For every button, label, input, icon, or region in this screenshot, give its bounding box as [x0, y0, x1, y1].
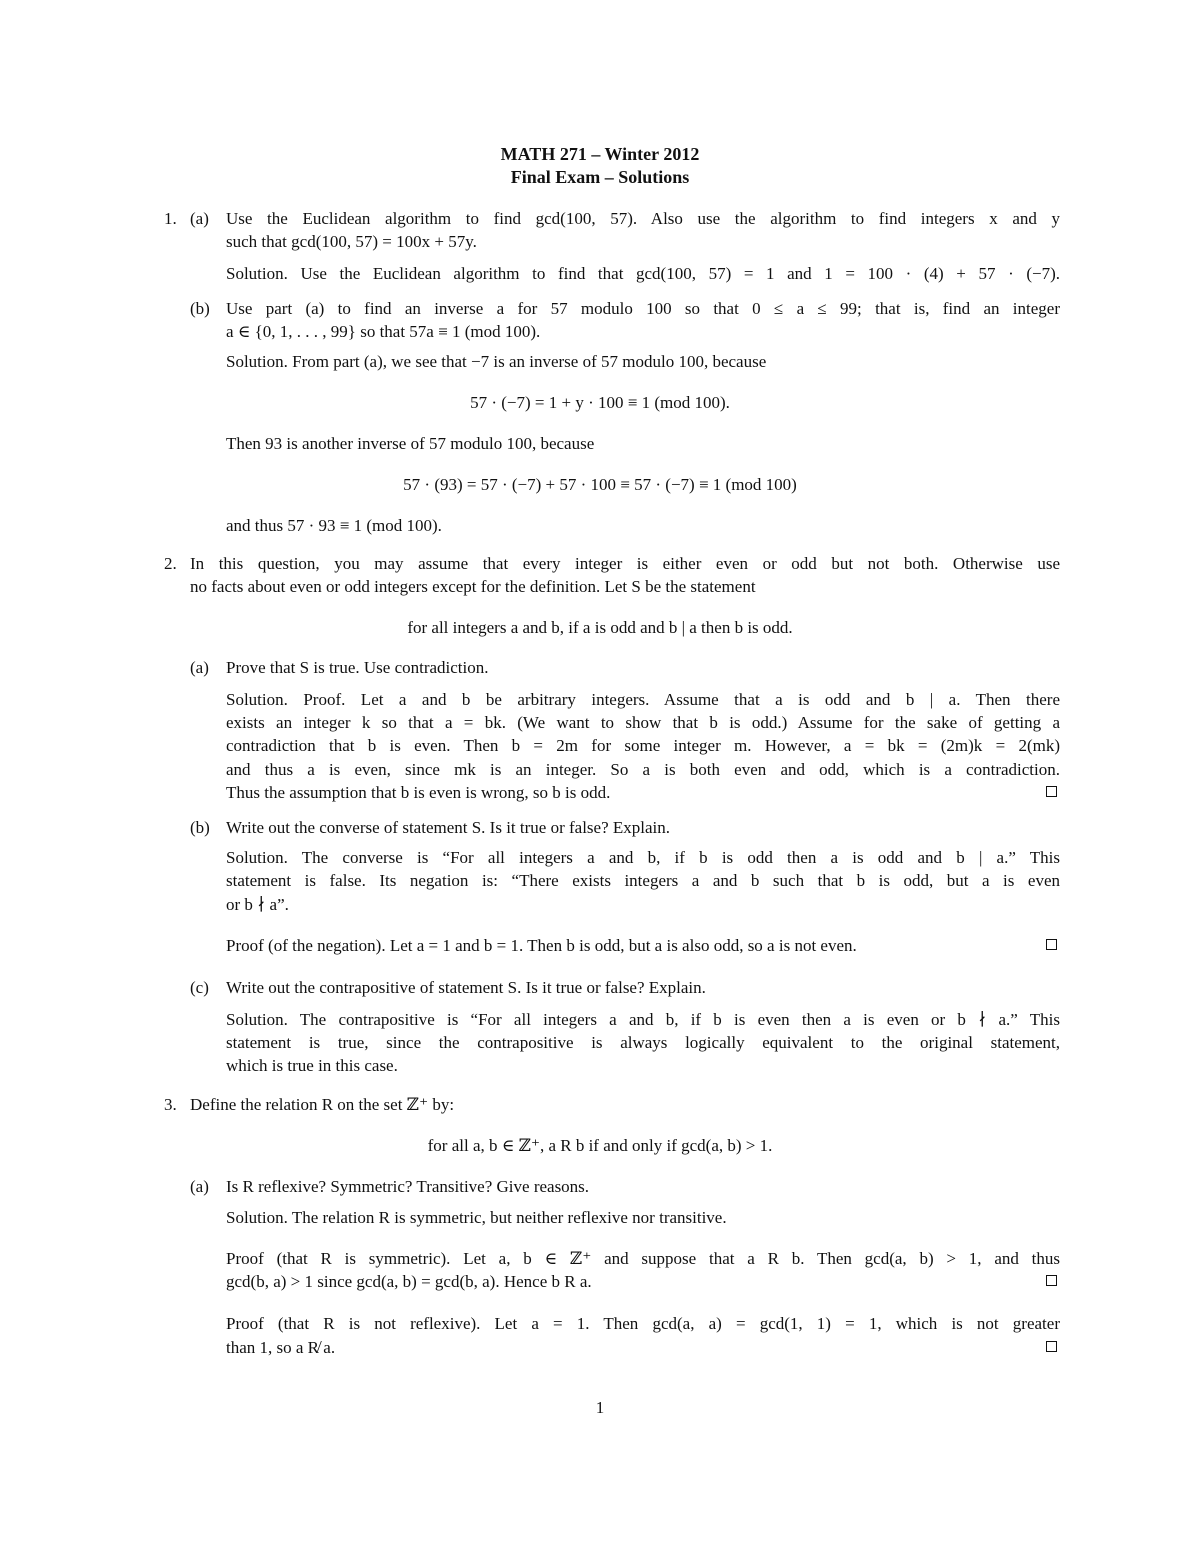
qed-box-icon — [1046, 1275, 1057, 1286]
text-line: such that gcd(100, 57) = 100x + 57y. — [226, 232, 477, 251]
text-line: and thus a is even, since mk is an integer. So a is both even and odd, which is a contradiction. — [226, 760, 1060, 779]
part-label: (a) — [190, 658, 209, 677]
text-line: Is R reflexive? Symmetric? Transitive? Give reasons. — [226, 1177, 590, 1196]
display-equation: 57 · (93) = 57 · (−7) + 57 · 100 ≡ 57 · (−7) ≡ 1 (mod 100) — [403, 475, 797, 494]
display-statement: for all integers a and b, if a is odd and b | a then b is odd. — [407, 618, 793, 637]
proof-line: Proof (of the negation). Let a = 1 and b = 1. Then b is odd, but a is also odd, so a is not even. — [226, 936, 857, 955]
qed-box-icon — [1046, 939, 1057, 950]
exam-title: Final Exam – Solutions — [510, 167, 690, 187]
text-line: contradiction that b is even. Then b = 2m for some integer m. However, a = bk = (2m)k = 2(mk) — [226, 736, 1060, 755]
solution-line: Solution. Use the Euclidean algorithm to find that gcd(100, 57) = 1 and 1 = 100 · (4) + 57 · (−7). — [226, 264, 1060, 283]
solution-line: Solution. From part (a), we see that −7 is an inverse of 57 modulo 100, because — [226, 352, 767, 371]
solution-line: Solution. The contrapositive is “For all integers a and b, if b is even then a is even or b ∤ a.” This — [226, 1010, 1060, 1029]
display-equation: 57 · (−7) = 1 + y · 100 ≡ 1 (mod 100). — [470, 393, 730, 412]
text-line: Thus the assumption that b is even is wrong, so b is odd. — [226, 783, 611, 802]
solution-line: Solution. Proof. Let a and b be arbitrary integers. Assume that a is odd and b | a. Then there — [226, 690, 1060, 709]
part-label: (a) — [190, 209, 209, 228]
part-label: (c) — [190, 978, 209, 997]
text-line: Write out the contrapositive of statement S. Is it true or false? Explain. — [226, 978, 706, 997]
text-line: a ∈ {0, 1, . . . , 99} so that 57a ≡ 1 (mod 100). — [226, 322, 541, 341]
text-line: Write out the converse of statement S. Is it true or false? Explain. — [226, 818, 671, 837]
text-line: Prove that S is true. Use contradiction. — [226, 658, 489, 677]
text-line: which is true in this case. — [226, 1056, 398, 1075]
question-number: 2. — [164, 554, 177, 573]
text-line: statement is false. Its negation is: “There exists integers a and b such that b is odd, but a is even — [226, 871, 1060, 890]
text-line: or b ∤ a”. — [226, 895, 289, 914]
page-number: 1 — [595, 1398, 605, 1417]
qed-box-icon — [1046, 786, 1057, 797]
course-title: MATH 271 – Winter 2012 — [500, 144, 700, 164]
part-label: (a) — [190, 1177, 209, 1196]
text-line: Then 93 is another inverse of 57 modulo 100, because — [226, 434, 595, 453]
solution-line: Solution. The relation R is symmetric, but neither reflexive nor transitive. — [226, 1208, 727, 1227]
question-number: 1. — [164, 209, 177, 228]
text-line: gcd(b, a) > 1 since gcd(a, b) = gcd(b, a). Hence b R a. — [226, 1272, 592, 1291]
solution-line: Solution. The converse is “For all integers a and b, if b is odd then a is odd and b | a.” This — [226, 848, 1060, 867]
proof-line: Proof (that R is not reflexive). Let a = 1. Then gcd(a, a) = gcd(1, 1) = 1, which is not greater — [226, 1314, 1060, 1333]
text-line: Use part (a) to find an inverse a for 57 modulo 100 so that 0 ≤ a ≤ 99; that is, find an integer — [226, 299, 1060, 318]
text-line: statement is true, since the contrapositive is always logically equivalent to the original statement, — [226, 1033, 1060, 1052]
text-line: exists an integer k so that a = bk. (We want to show that b is odd.) Assume for the sake of getting a — [226, 713, 1060, 732]
text-line: than 1, so a R̸ a. — [226, 1338, 336, 1357]
question-number: 3. — [164, 1095, 177, 1114]
text-line: Define the relation R on the set ℤ⁺ by: — [190, 1095, 455, 1114]
text-line: no facts about even or odd integers except for the definition. Let S be the statement — [190, 577, 756, 596]
text-line: In this question, you may assume that every integer is either even or odd but not both. Otherwise use — [190, 554, 1060, 573]
text-line: and thus 57 · 93 ≡ 1 (mod 100). — [226, 516, 442, 535]
text-line: Use the Euclidean algorithm to find gcd(100, 57). Also use the algorithm to find integers x and y — [226, 209, 1060, 228]
display-definition: for all a, b ∈ ℤ⁺, a R b if and only if gcd(a, b) > 1. — [427, 1136, 773, 1155]
proof-line: Proof (that R is symmetric). Let a, b ∈ ℤ⁺ and suppose that a R b. Then gcd(a, b) > 1, and thus — [226, 1249, 1060, 1268]
part-label: (b) — [190, 299, 210, 318]
part-label: (b) — [190, 818, 210, 837]
qed-box-icon — [1046, 1341, 1057, 1352]
